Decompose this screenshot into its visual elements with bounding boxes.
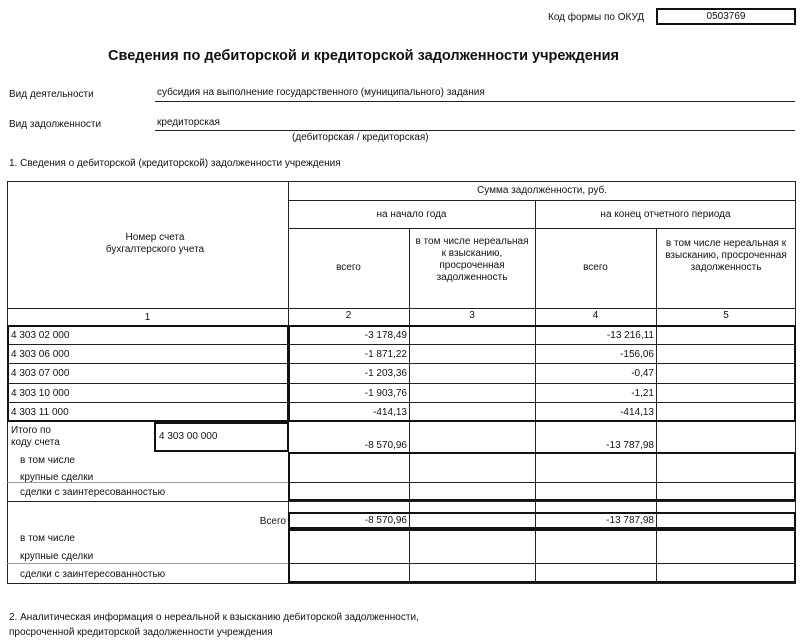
row-start: -1 203,36 (364, 368, 407, 379)
col-end-unreal-header: в том числе нереальная к взысканию, просроченная задолженность (665, 238, 787, 273)
subtotal-label: Итого по коду счета (11, 425, 60, 448)
col-start-header: на начало года (376, 209, 447, 220)
row-account: 4 303 06 000 (11, 349, 70, 360)
large-deals-label: крупные сделки (20, 551, 94, 562)
large-deals-label: крупные сделки (20, 472, 94, 483)
row-account: 4 303 10 000 (11, 388, 70, 399)
debt-type-value: кредиторская (157, 117, 220, 128)
interested-deals-label: сделки с заинтересованностью (20, 487, 166, 498)
row-end: -414,13 (620, 407, 654, 418)
col-account-header: Номер счета бухгалтерского учета (105, 232, 205, 255)
subtotal-end: -13 787,98 (606, 440, 654, 451)
subtotal-code: 4 303 00 000 (159, 431, 218, 442)
total-start: -8 570,96 (364, 515, 407, 526)
debt-type-label: Вид задолженности (9, 119, 102, 130)
total-end: -13 787,98 (606, 515, 654, 526)
okud-label: Код формы по ОКУД (548, 12, 645, 23)
col-start-total-header: всего (336, 262, 361, 273)
row-start: -1 871,22 (364, 349, 407, 360)
interested-deals-label: сделки с заинтересованностью (20, 569, 166, 580)
row-end: -1,21 (631, 388, 654, 399)
col-number-3: 3 (469, 310, 475, 321)
total-label: Всего (259, 516, 286, 527)
detail-block-1 (288, 452, 796, 501)
row-account: 4 303 02 000 (11, 330, 70, 341)
row-start: -1 903,76 (364, 388, 407, 399)
row-end: -0,47 (631, 368, 654, 379)
activity-label: Вид деятельности (9, 89, 94, 100)
debt-type-hint: (дебиторская / кредиторская) (292, 132, 429, 143)
page-title: Сведения по дебиторской и кредиторской задолженности учреждения (108, 48, 619, 64)
debt-type-underline (155, 130, 795, 131)
activity-value: субсидия на выполнение государственного (муниципального) задания (157, 87, 485, 98)
section1-title: 1. Сведения о дебиторской (кредиторской) задолженности учреждения (9, 158, 341, 169)
including-label: в том числе (20, 455, 75, 466)
okud-code-box (656, 8, 796, 25)
row-end: -13 216,11 (606, 330, 654, 341)
section2-title-line2: просроченной кредиторской задолженности учреждения (9, 627, 273, 638)
detail-block-2 (288, 529, 796, 583)
section2-title-line1: 2. Аналитическая информация о нереальной к взысканию дебиторской задолженности, (9, 612, 419, 623)
col-number-2: 2 (345, 310, 352, 321)
col-number-1: 1 (144, 312, 151, 323)
col-end-header: на конец отчетного периода (600, 209, 731, 220)
row-start: -3 178,49 (364, 330, 407, 341)
row-account: 4 303 11 000 (11, 407, 69, 418)
col-sum-header: Сумма задолженности, руб. (476, 185, 607, 196)
including-label: в том числе (20, 533, 75, 544)
okud-code: 0503769 (706, 11, 746, 22)
row-account: 4 303 07 000 (11, 368, 70, 379)
row-end: -156,06 (620, 349, 654, 360)
activity-underline (155, 101, 795, 102)
col-start-unreal-header: в том числе нереальная к взысканию, просроченная задолженность (415, 236, 529, 283)
col-end-total-header: всего (583, 262, 608, 273)
col-number-5: 5 (723, 310, 729, 321)
subtotal-start: -8 570,96 (364, 440, 407, 451)
row-start: -414,13 (373, 407, 407, 418)
col-number-4: 4 (592, 310, 599, 321)
